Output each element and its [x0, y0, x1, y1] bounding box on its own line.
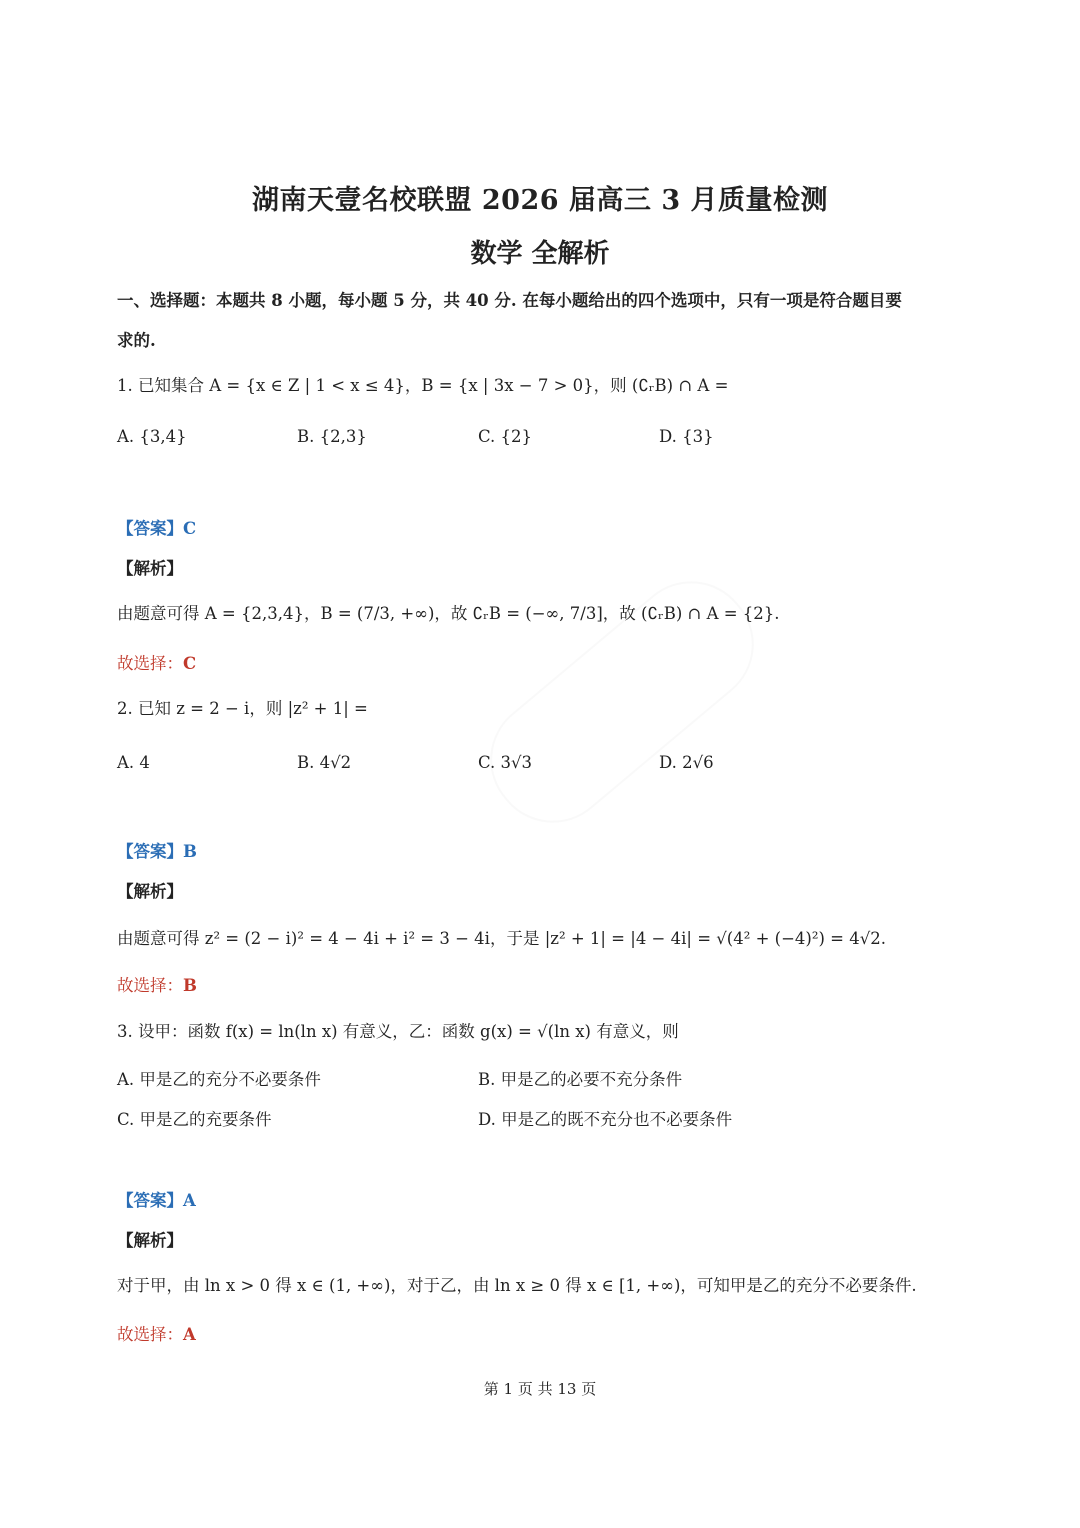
q2-answer: 【答案】B — [117, 842, 197, 861]
q2-option-a: A. 4 — [117, 753, 150, 772]
q3-analysis: 对于甲，由 ln x > 0 得 x ∈ (1, +∞)，对于乙，由 ln x ≥ 0 得 x ∈ [1, +∞)，可知甲是乙的充分不必要条件. — [117, 1276, 917, 1295]
q3-option-a: A. 甲是乙的充分不必要条件 — [117, 1070, 321, 1089]
q3-stem: 3. 设甲：函数 f(x) = ln(ln x) 有意义，乙：函数 g(x) = √(ln x) 有意义，则 — [117, 1022, 679, 1041]
q3-analysis-label: 【解析】 — [117, 1231, 183, 1250]
q2-option-d: D. 2√6 — [659, 753, 714, 772]
q1-choose-prefix: 故选择： — [117, 654, 183, 673]
q3-option-b: B. 甲是乙的必要不充分条件 — [478, 1070, 683, 1089]
q1-choose-value: C — [183, 654, 197, 673]
q2-analysis-label: 【解析】 — [117, 882, 183, 901]
q1-option-b: B. {2,3} — [297, 427, 367, 446]
q2-choose-value: B — [183, 976, 197, 995]
q3-option-c: C. 甲是乙的充要条件 — [117, 1110, 272, 1129]
q2-choose — [117, 972, 197, 996]
q3-choose-value: A — [183, 1325, 196, 1344]
q3-choose — [117, 1321, 196, 1345]
q1-choose — [117, 650, 196, 674]
q3-option-d: D. 甲是乙的既不充分也不必要条件 — [478, 1110, 733, 1129]
q2-stem: 2. 已知 z = 2 − i，则 |z² + 1| = — [117, 699, 368, 718]
q2-option-b: B. 4√2 — [297, 753, 352, 772]
document-title: 湖南天壹名校联盟 2026 届高三 3 月质量检测 — [251, 185, 829, 216]
document-subtitle: 数学 全解析 — [470, 239, 610, 269]
q1-stem: 1. 已知集合 A = {x ∈ Z | 1 < x ≤ 4}，B = {x | 3x − 7 > 0}，则 (∁ᵣB) ∩ A = — [117, 376, 729, 395]
q1-analysis-label: 【解析】 — [117, 559, 183, 578]
q1-option-a: A. {3,4} — [117, 427, 187, 446]
section-heading-line2: 求的. — [117, 331, 156, 350]
q1-option-c: C. {2} — [478, 427, 533, 446]
page-footer: 第 1 页 共 13 页 — [483, 1380, 597, 1398]
q1-option-d: D. {3} — [659, 427, 714, 446]
q1-answer: 【答案】C — [117, 519, 197, 538]
q2-option-c: C. 3√3 — [478, 753, 533, 772]
q2-analysis: 由题意可得 z² = (2 − i)² = 4 − 4i + i² = 3 − 4i，于是 |z² + 1| = |4 − 4i| = √(4² + (−4)²) = 4√2. — [117, 929, 886, 948]
section-heading-line1: 一、选择题：本题共 8 小题，每小题 5 分，共 40 分. 在每小题给出的四个选项中，只有一项是符合题目要 — [117, 291, 902, 310]
q2-choose-prefix: 故选择： — [117, 976, 183, 995]
q3-choose-prefix: 故选择： — [117, 1325, 183, 1344]
q3-answer: 【答案】A — [117, 1191, 196, 1210]
q1-analysis: 由题意可得 A = {2,3,4}，B = (7/3, +∞)，故 ∁ᵣB = (−∞, 7/3]，故 (∁ᵣB) ∩ A = {2}. — [117, 604, 780, 623]
